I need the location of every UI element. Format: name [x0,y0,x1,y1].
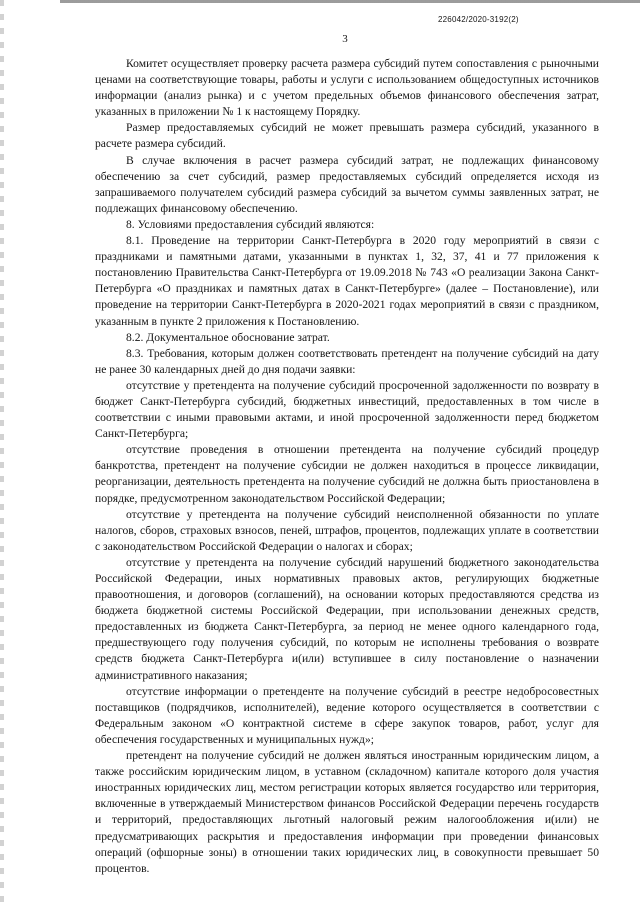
paragraph-no-tax-arrears: отсутствие у претендента на получение субсидий неисполненной обязанности по уплате налогов, сборов, страховых взносов, пеней, штрафов, процентов, подлежащих уплате в соответствии с законодательством Российской Федерации о налогах и сборах; [95,507,599,553]
paragraph-no-budget-violations: отсутствие у претендента на получение субсидий нарушений бюджетного законодательства Российской Федерации, иных нормативных правовых актов, регулирующих бюджетные правоотношения, и договоров (соглашений), на основании которых предоставляются средства из бюджета бюджетной системы Российской Федерации, при использовании денежных средств, предоставленных из бюджета Санкт-Петербурга, за период не менее одного календарного года, предшествующего году получения субсидий, по которым не исполнены требования о возврате средств бюджета Санкт-Петербурга и(или) вступившее в силу постановление о назначении административного наказания; [95,555,599,682]
document-body [95,56,599,877]
paragraph-clause-8: 8. Условиями предоставления субсидий являются: [126,217,375,231]
paragraph-clause-8-2: 8.2. Документальное обоснование затрат. [126,330,330,344]
paragraph-clause-8-1: 8.1. Проведение на территории Санкт-Петербурга в 2020 году мероприятий в связи с праздниками и памятными датами, указанными в пунктах 1, 32, 37, 41 и 77 приложения к постановлению Правительства Санкт-Петербурга от 19.09.2018 № 743 «О реализации Закона Санкт-Петербурга «О праздниках и памятных датах в Санкт-Петербурге» (далее – Постановление), или проведение на территории Санкт-Петербурга в 2020-2021 годах мероприятий в связи с праздником, указанным в пункте 2 приложения к Постановлению. [95,234,599,328]
scan-left-edge [0,0,4,905]
paragraph-price-check: Комитет осуществляет проверку расчета размера субсидий путем сопоставления с рыночными ценами на соответствующие товары, работы и услуги с использованием общедоступных источников информации (анализ рынка) и с учетом предельных объемов финансового обеспечения затрат, указанных в приложении № 1 к настоящему Порядку. [95,57,599,119]
paragraph-no-bankruptcy: отсутствие проведения в отношении претендента на получение субсидий процедур банкротства, претендент на получение субсидии не должен находиться в процессе ликвидации, реорганизации, деятельность претендента на получение субсидий не должна быть приостановлена в порядке, предусмотренном законодательством Российской Федерации; [95,443,599,505]
paragraph-clause-8-3: 8.3. Требования, которым должен соответствовать претендент на получение субсидий на дату не ранее 30 календарных дней до дня подачи заявки: [95,346,599,376]
paragraph-not-foreign-entity: претендент на получение субсидий не должен являться иностранным юридическим лицом, а также российским юридическим лицом, в уставном (складочном) капитале которого доля участия иностранных юридических лиц, местом регистрации которых является государство или территория, включенные в утверждаемый Министерством финансов Российской Федерации перечень государств и территорий, предоставляющих льготный налоговый режим налогообложения и(или) не предусматривающих раскрытия и предоставления информации при проведении финансовых операций (офшорные зоны) в отношении таких юридических лиц, в совокупности превышает 50 процентов. [95,749,599,875]
paragraph-subsidy-limit: Размер предоставляемых субсидий не может превышать размера субсидий, указанного в расчете размера субсидий. [95,121,599,151]
page-number: 3 [342,33,348,45]
paragraph-excluded-costs: В случае включения в расчет размера субсидий затрат, не подлежащих финансовому обеспечению за счет субсидий, размер предоставляемых субсидий определяется исходя из запрашиваемого получателем субсидий размера субсидий за вычетом суммы заявленных затрат, не подлежащих финансовому обеспечению. [95,153,599,215]
scan-top-edge [0,0,640,3]
document-code: 226042/2020-3192(2) [438,15,519,24]
paragraph-no-debt: отсутствие у претендента на получение субсидий просроченной задолженности по возврату в бюджет Санкт-Петербурга субсидий, бюджетных инвестиций, предоставленных в том числе в соответствии с иными правовыми актами, и иной просроченной задолженности перед бюджетом Санкт-Петербурга; [95,378,599,441]
paragraph-not-in-registry: отсутствие информации о претенденте на получение субсидий в реестре недобросовестных поставщиков (подрядчиков, исполнителей), ведение которого осуществляется в соответствии с Федеральным законом «О контрактной системе в сфере закупок товаров, работ, услуг для обеспечения государственных и муниципальных нужд»; [95,684,599,746]
